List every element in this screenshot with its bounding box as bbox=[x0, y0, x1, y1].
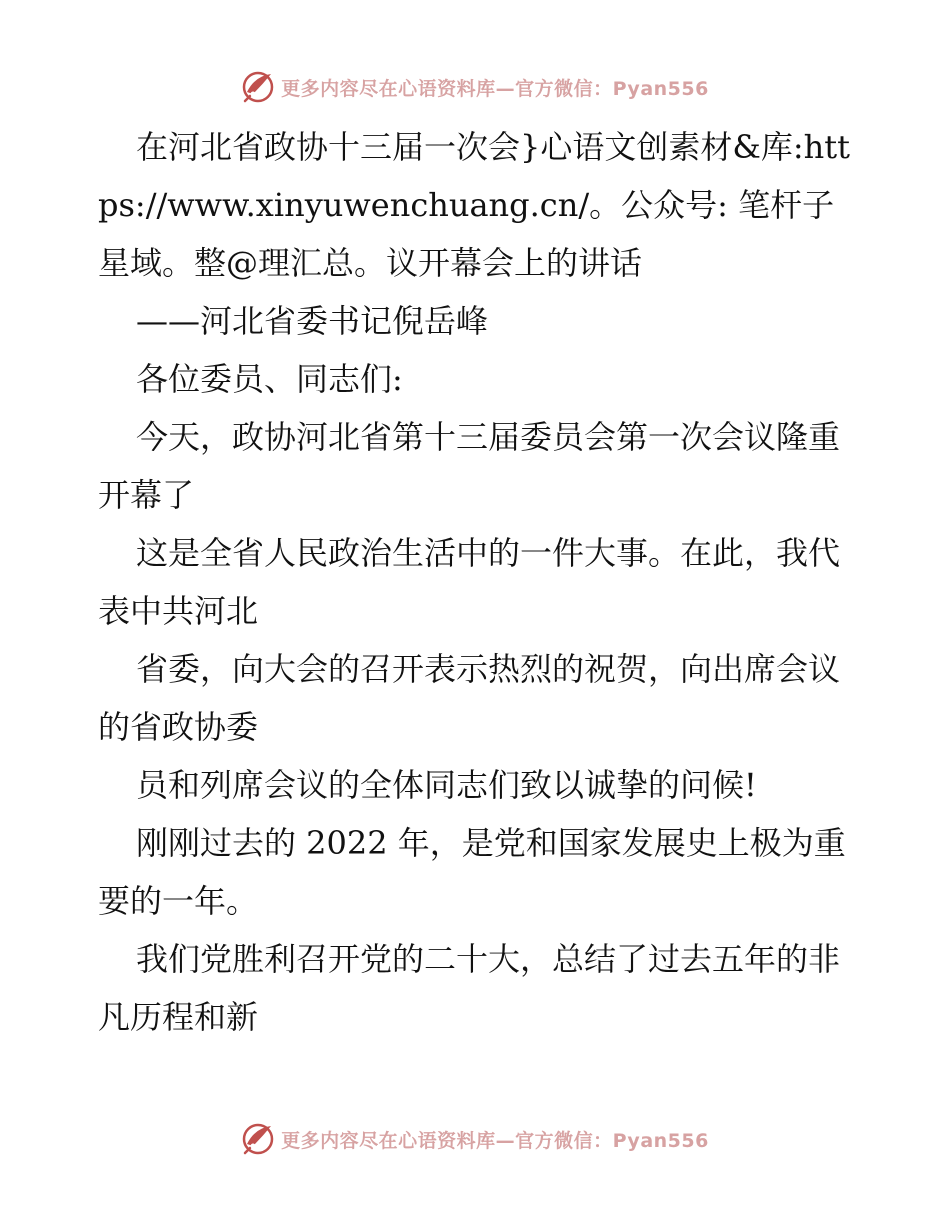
paragraph-author: ——河北省委书记倪岳峰 bbox=[136, 302, 489, 340]
quill-pen-logo-icon bbox=[241, 70, 275, 104]
paragraph: 刚刚过去的 2022 年，是党和国家发展史上极为重要的一年。 bbox=[98, 824, 846, 920]
paragraph: 这是全省人民政治生活中的一件大事。在此，我代表中共河北 bbox=[98, 534, 841, 630]
paragraph-salutation: 各位委员、同志们: bbox=[136, 360, 403, 398]
quill-pen-logo-icon bbox=[241, 1122, 275, 1156]
document-body bbox=[98, 118, 858, 1046]
header-banner bbox=[0, 70, 950, 104]
paragraph: 我们党胜利召开党的二十大，总结了过去五年的非凡历程和新 bbox=[98, 940, 841, 1036]
paragraph: 今天，政协河北省第十三届委员会第一次会议隆重开幕了 bbox=[98, 418, 841, 514]
header-banner-text: 更多内容尽在心语资料库—官方微信：Pyan556 bbox=[281, 77, 709, 100]
paragraph: 省委，向大会的召开表示热烈的祝贺，向出席会议的省政协委 bbox=[98, 650, 841, 746]
footer-banner-text: 更多内容尽在心语资料库—官方微信：Pyan556 bbox=[281, 1129, 709, 1152]
paragraph-title: 在河北省政协十三届一次会}心语文创素材&库:https://www.xinyuwenchuang.cn/。公众号: 笔杆子星域。整@理汇总。议开幕会上的讲话 bbox=[98, 128, 850, 282]
paragraph: 员和列席会议的全体同志们致以诚挚的问候! bbox=[136, 766, 757, 804]
footer-banner bbox=[0, 1122, 950, 1156]
